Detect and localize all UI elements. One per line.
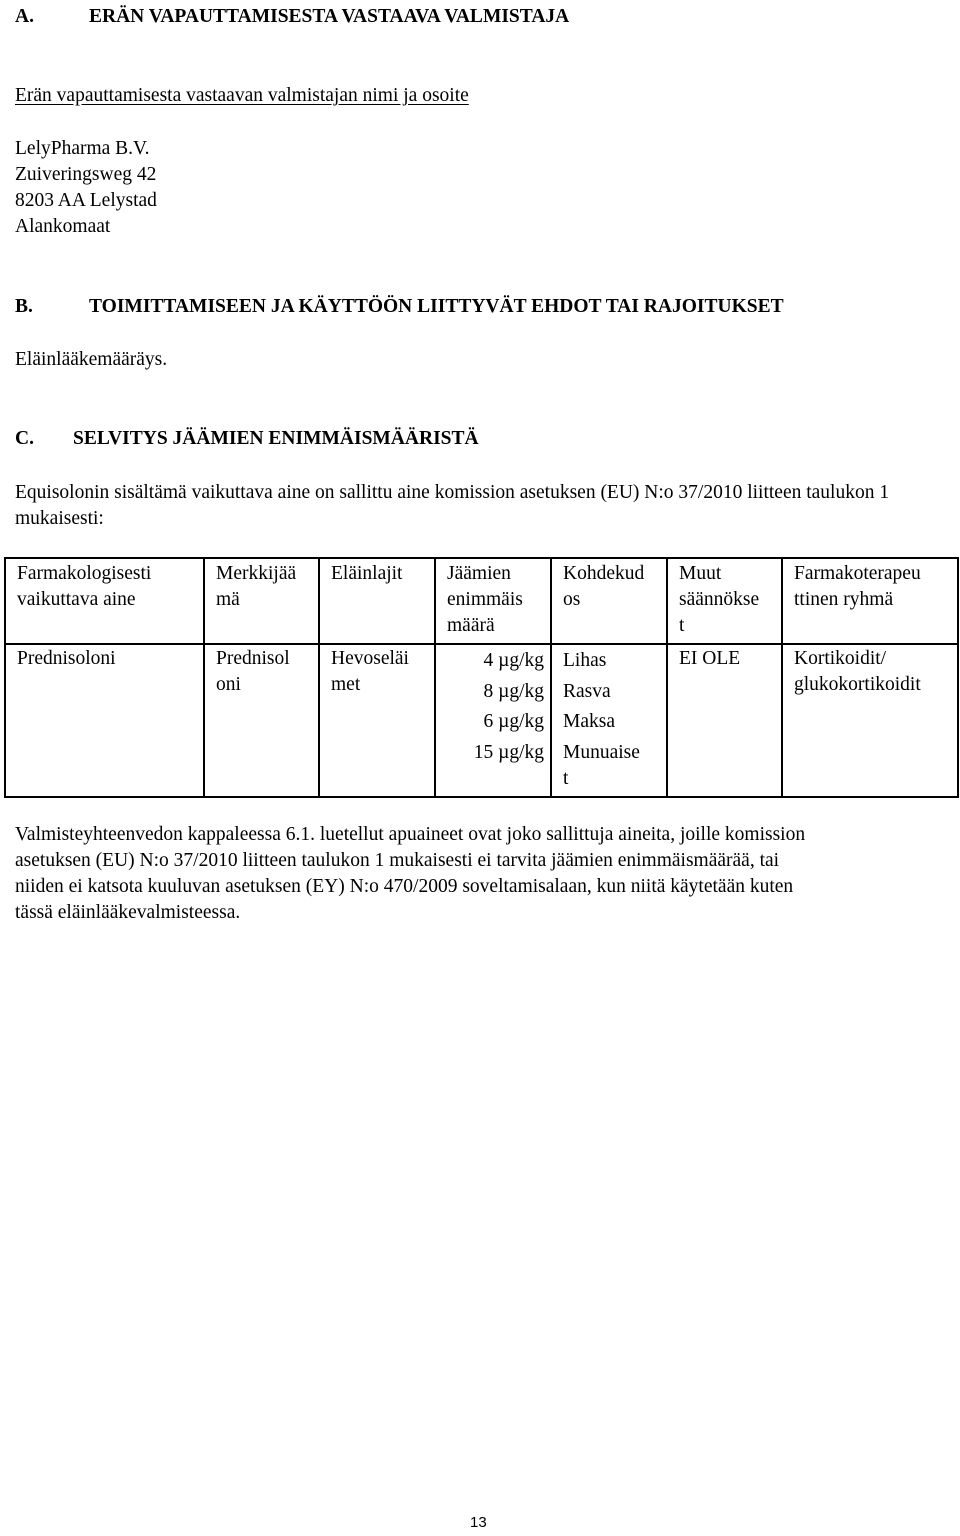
header-text: os (563, 589, 581, 610)
header-therapeutic-group (782, 558, 958, 644)
cell-therapeutic-group (782, 644, 958, 797)
mrl-value: 8 µg/kg (483, 680, 544, 702)
cell-species (319, 644, 435, 797)
section-c-title: SELVITYS JÄÄMIEN ENIMMÄISMÄÄRISTÄ (73, 428, 479, 449)
page-number: 13 (470, 1514, 487, 1531)
header-text: enimmäis (447, 589, 523, 610)
section-b-text: Eläinlääkemääräys. (15, 349, 168, 370)
section-b-title: TOIMITTAMISEEN JA KÄYTTÖÖN LIITTYVÄT EHDOT TAI RAJOITUKSET (89, 296, 784, 317)
header-text: Jäämien (447, 563, 511, 584)
address-line-3: 8203 AA Lelystad (15, 190, 157, 211)
header-text: Merkkijää (216, 563, 297, 584)
section-a-letter: A. (15, 6, 34, 27)
cell-text: Prednisoloni (17, 648, 116, 669)
cell-text: Prednisol (216, 648, 290, 669)
cell-marker (204, 644, 319, 797)
cell-substance (5, 644, 204, 797)
excipients-text-line-1: Valmisteyhteenvedon kappaleessa 6.1. luetellut apuaineet ovat joko sallittuja aineita, joille komission (15, 824, 806, 845)
header-species (319, 558, 435, 644)
mrl-table (4, 557, 959, 798)
cell-tissues (551, 644, 667, 797)
header-text: Farmakologisesti (17, 563, 152, 584)
section-a-subheading: Erän vapauttamisesta vastaavan valmistajan nimi ja osoite (15, 85, 469, 106)
tissue-name: Rasva (563, 680, 611, 702)
excipients-text-line-2: asetuksen (EU) N:o 37/2010 liitteen taulukon 1 mukaisesti ei tarvita jäämien enimmäismäärää, tai (15, 850, 780, 871)
excipients-text-line-3: niiden ei katsota kuuluvan asetuksen (EY) N:o 470/2009 soveltamisalaan, kun niitä käytetään kuten (15, 876, 794, 897)
cell-text: met (331, 674, 361, 695)
tissue-name: Munuaise (563, 741, 640, 763)
address-line-2: Zuiveringsweg 42 (15, 164, 157, 185)
tissue-name: t (563, 768, 569, 789)
section-b-letter: B. (15, 296, 33, 317)
header-text: t (679, 615, 685, 636)
header-mrl (435, 558, 551, 644)
header-text: Kohdekud (563, 563, 645, 584)
mrl-value: 6 µg/kg (483, 711, 544, 732)
header-text: Muut (679, 563, 722, 584)
header-text: säännökse (679, 589, 760, 610)
header-active-substance (5, 558, 204, 644)
table-header-row (5, 558, 958, 644)
header-text: Eläinlajit (331, 563, 403, 584)
tissue-name: Lihas (563, 650, 607, 671)
cell-other-provisions (667, 644, 782, 797)
section-c-letter: C. (15, 428, 34, 449)
header-text: vaikuttava aine (17, 589, 136, 610)
header-text: määrä (447, 615, 495, 636)
excipients-text-line-4: tässä eläinlääkevalmisteessa. (15, 902, 241, 923)
cell-mrl (435, 644, 551, 797)
section-c-intro: Equisolonin sisältämä vaikuttava aine on sallittu aine komission asetuksen (EU) N:o 37/2010 liitteen taulukon 1 mukaisesti: (15, 482, 890, 529)
cell-text: glukokortikoidit (794, 674, 921, 695)
header-text: mä (216, 589, 240, 610)
header-target-tissues (551, 558, 667, 644)
header-other-provisions (667, 558, 782, 644)
header-text: Farmakoterapeu (794, 563, 921, 584)
mrl-value: 4 µg/kg (483, 650, 544, 671)
tissue-name: Maksa (563, 711, 615, 732)
cell-text: oni (216, 674, 241, 695)
table-row (5, 644, 958, 797)
cell-text: EI OLE (679, 648, 741, 669)
address-line-4: Alankomaat (15, 216, 111, 237)
address-line-1: LelyPharma B.V. (15, 138, 150, 159)
cell-text: Hevoseläi (331, 648, 409, 669)
mrl-value: 15 µg/kg (473, 741, 544, 763)
section-a-title: ERÄN VAPAUTTAMISESTA VASTAAVA VALMISTAJA (89, 6, 570, 27)
header-marker-residue (204, 558, 319, 644)
header-text: ttinen ryhmä (794, 589, 894, 610)
cell-text: Kortikoidit/ (794, 648, 887, 669)
